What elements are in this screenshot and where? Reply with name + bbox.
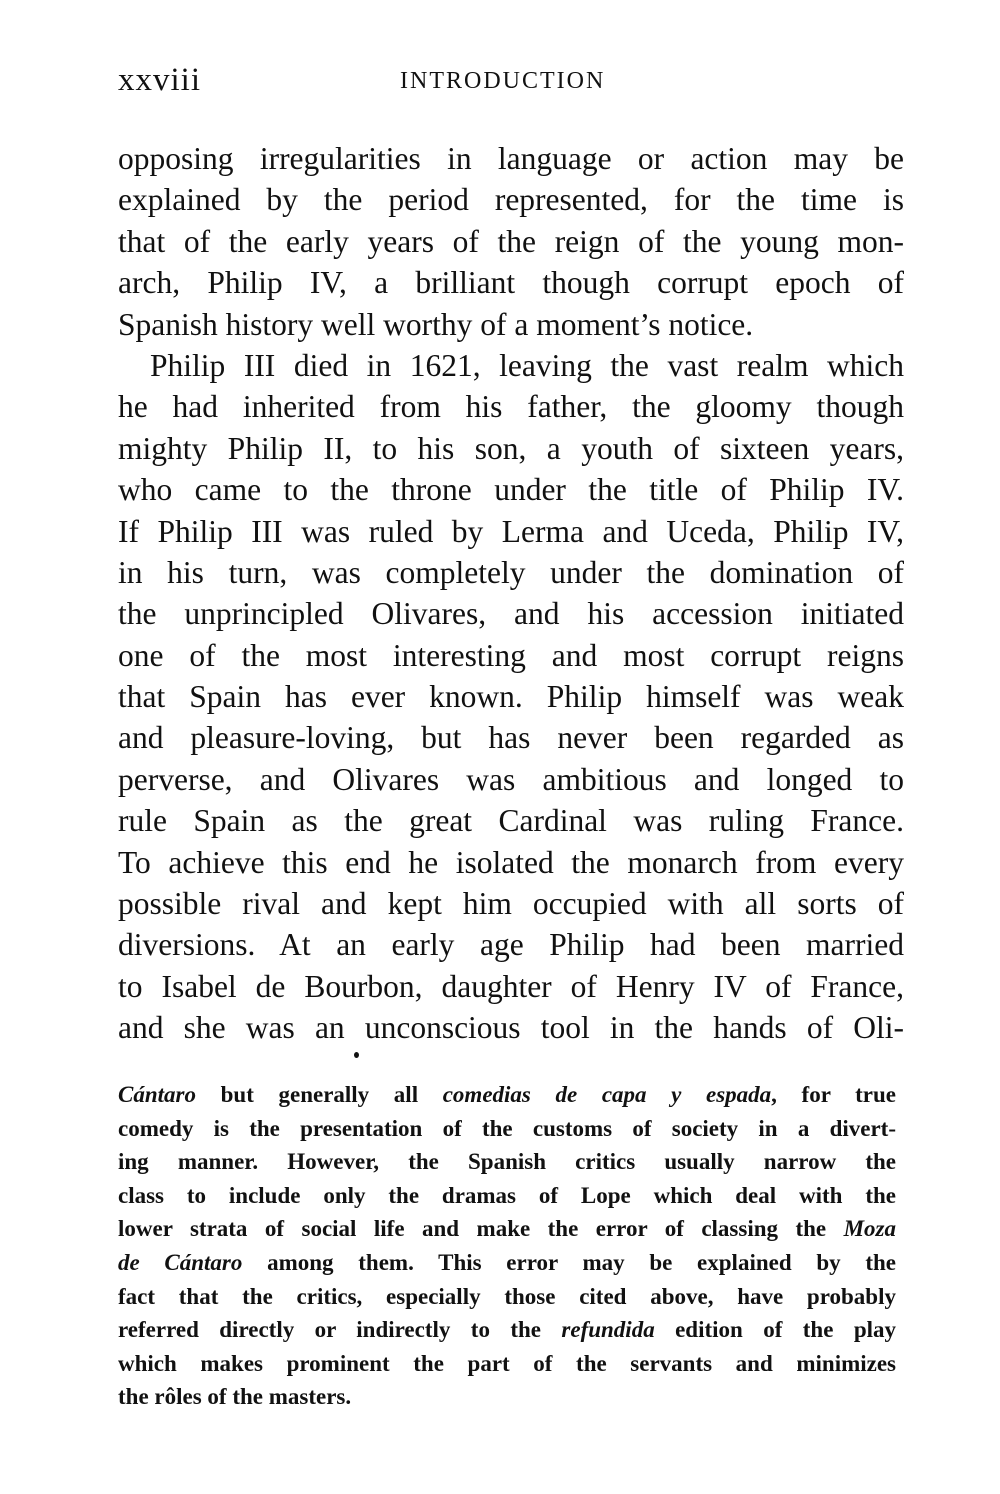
body-line: that of the early years of the reign of the young mon- bbox=[118, 223, 904, 259]
footnote-italic: de Cántaro bbox=[118, 1249, 243, 1275]
footnote-text: , for true bbox=[771, 1082, 896, 1107]
footnote-text: lower strata of social life and make the error of classing the bbox=[118, 1216, 844, 1242]
footnote-line: class to include only the dramas of Lope which deal with the bbox=[118, 1182, 896, 1208]
footnote-line: the rôles of the masters. bbox=[118, 1384, 352, 1410]
footnote-italic: Cántaro bbox=[118, 1082, 196, 1107]
footnote-text: but generally all bbox=[195, 1082, 443, 1107]
footnote-line bbox=[118, 1313, 896, 1347]
body-line: the unprincipled Olivares, and his accession initiated bbox=[118, 596, 904, 632]
footnote-italic: refundida bbox=[561, 1317, 655, 1343]
body-text bbox=[118, 138, 904, 1049]
body-line: Spanish history well worthy of a moment’s notice. bbox=[118, 306, 754, 342]
footnote-text: edition of the play bbox=[654, 1317, 896, 1343]
footnote-line: ing manner. However, the Spanish critics usually narrow the bbox=[118, 1149, 896, 1175]
body-line: and she was an unconscious tool in the hands of Oli- bbox=[118, 1010, 904, 1046]
body-line: perverse, and Olivares was ambitious and longed to bbox=[118, 761, 904, 797]
body-line: and pleasure-loving, but has never been regarded as bbox=[118, 720, 904, 756]
footnote-text: referred directly or indirectly to the bbox=[118, 1317, 562, 1343]
body-line: possible rival and kept him occupied with all sorts of bbox=[118, 886, 904, 922]
footnote-line: comedy is the presentation of the customs of society in a divert- bbox=[118, 1115, 896, 1141]
footnote-line bbox=[118, 1246, 896, 1280]
body-line: mighty Philip II, to his son, a youth of sixteen years, bbox=[118, 430, 904, 466]
running-title: INTRODUCTION bbox=[400, 68, 606, 94]
body-line: explained by the period represented, for the time is bbox=[118, 182, 904, 218]
page-number: xxviii bbox=[118, 62, 202, 98]
body-line: that Spain has ever known. Philip himself was weak bbox=[118, 679, 904, 715]
body-line: To achieve this end he isolated the monarch from every bbox=[118, 844, 904, 880]
body-line: to Isabel de Bourbon, daughter of Henry IV of France, bbox=[118, 968, 904, 1004]
footnote-separator-dot bbox=[354, 1052, 359, 1058]
footnote-line: which makes prominent the part of the servants and minimizes bbox=[118, 1350, 896, 1376]
footnote-italic: Moza bbox=[843, 1216, 896, 1242]
body-line: opposing irregularities in language or action may be bbox=[118, 141, 904, 176]
footnote-line bbox=[118, 1078, 896, 1112]
body-line: rule Spain as the great Cardinal was ruling France. bbox=[118, 803, 904, 839]
body-line: arch, Philip IV, a brilliant though corrupt epoch of bbox=[118, 265, 904, 301]
body-line: in his turn, was completely under the domination of bbox=[118, 554, 904, 590]
footnote-italic: comedias de capa y espada bbox=[442, 1082, 772, 1107]
body-line: If Philip III was ruled by Lerma and Uceda, Philip IV, bbox=[118, 513, 904, 549]
running-head bbox=[118, 62, 908, 102]
footnote-text: among them. This error may be explained by the bbox=[242, 1249, 896, 1275]
body-line: Philip III died in 1621, leaving the vast realm which bbox=[150, 347, 904, 383]
footnote bbox=[118, 1078, 896, 1414]
body-line: diversions. At an early age Philip had been married bbox=[118, 927, 904, 963]
body-line: one of the most interesting and most corrupt reigns bbox=[118, 637, 904, 673]
footnote-line bbox=[118, 1212, 896, 1246]
footnote-line: fact that the critics, especially those cited above, have probably bbox=[118, 1283, 896, 1309]
body-line: he had inherited from his father, the gloomy though bbox=[118, 389, 904, 425]
body-line: who came to the throne under the title of Philip IV. bbox=[118, 472, 904, 508]
